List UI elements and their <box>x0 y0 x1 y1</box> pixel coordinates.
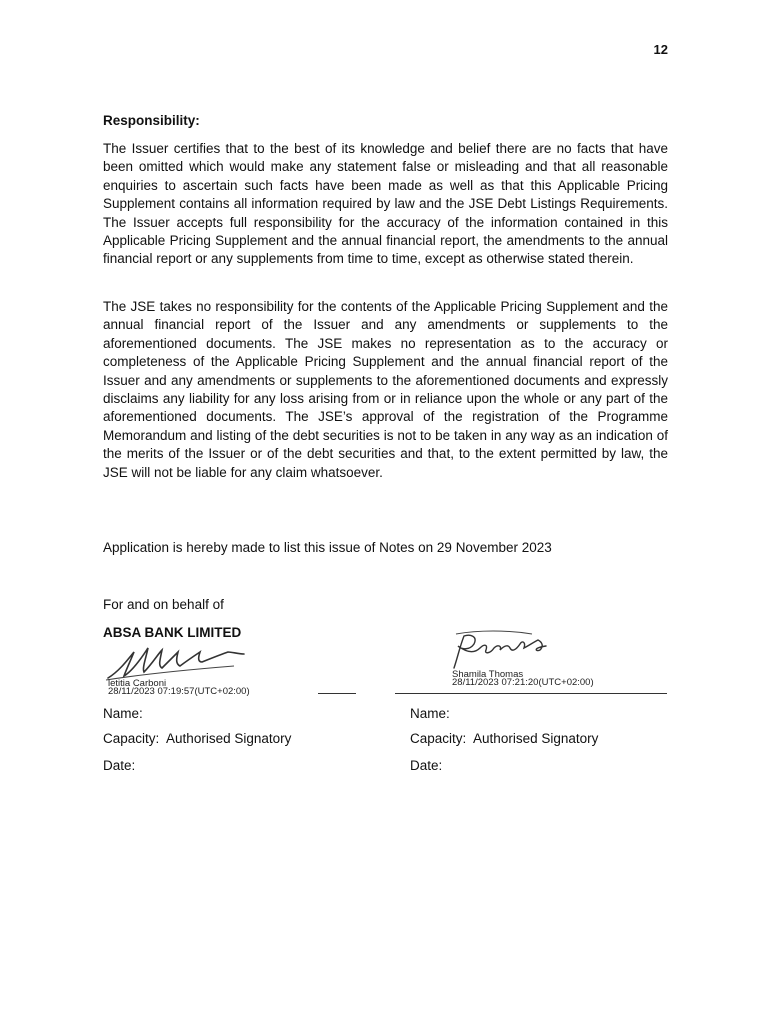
signed-at-right: 28/11/2023 07:21:20(UTC+02:00) <box>452 677 594 688</box>
application-statement: Application is hereby made to list this issue of Notes on 29 November 2023 <box>103 540 552 555</box>
capacity-right <box>410 731 598 746</box>
signed-at-left: 28/11/2023 07:19:57(UTC+02:00) <box>108 686 250 697</box>
responsibility-paragraph: The Issuer certifies that to the best of its knowledge and belief there are no facts that have been omitted which would make any statement false or misleading and that all reasonable enquiries to ascertain such facts have been made as well as that this Applicable Pricing Supplement contains all information required by law and the JSE Debt Listings Requirements. The Issuer accepts full responsibility for the accuracy of the information contained in this Applicable Pricing Supplement and the annual financial report, the amendments to the annual financial report or any supplements from time to time, except as otherwise stated therein. <box>103 141 668 267</box>
signer-name-right: Shamila Thomas <box>452 669 524 680</box>
signature-left-icon <box>104 640 254 682</box>
capacity-value-left: Authorised Signatory <box>166 731 292 746</box>
page-number: 12 <box>653 42 668 57</box>
signature-line-right <box>395 693 667 694</box>
name-label-right: Name: <box>410 706 450 721</box>
date-label-left: Date: <box>103 758 136 773</box>
capacity-value-right: Authorised Signatory <box>473 731 599 746</box>
jse-disclaimer-paragraph: The JSE takes no responsibility for the contents of the Applicable Pricing Supplement and the annual financial report of the Issuer and any amendments or supplements to the aforementioned documents. The JSE makes no representation as to the accuracy or completeness of the Applicable Pricing Supplement and the annual financial report of the Issuer and any amendments or supplements to the aforementioned documents and expressly disclaims any liability for any loss arising from or in reliance upon the whole or any part of the aforementioned documents. The JSE’s approval of the registration of the Programme Memorandum and listing of the debt securities is not to be taken in any way as an indication of the merits of the Issuer or of the debt securities and that, to the extent permitted by law, the JSE will not be liable for any claim whatsoever. <box>103 299 668 480</box>
section-heading: Responsibility: <box>103 113 200 128</box>
name-label-left: Name: <box>103 706 143 721</box>
signature-line-left <box>318 693 356 694</box>
signature-right-icon <box>448 628 552 674</box>
signer-name-left: letitia Carboni <box>108 678 167 689</box>
date-label-right: Date: <box>410 758 443 773</box>
capacity-left <box>103 731 291 746</box>
capacity-label-left: Capacity: <box>103 731 160 746</box>
behalf-text: For and on behalf of <box>103 597 224 612</box>
company-name: ABSA BANK LIMITED <box>103 625 242 640</box>
capacity-label-right: Capacity: <box>410 731 467 746</box>
